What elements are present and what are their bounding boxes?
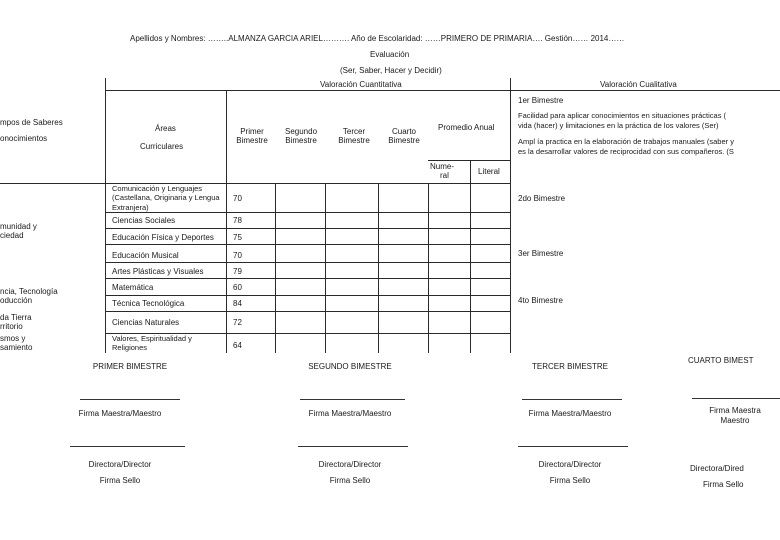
bimestre-4-header: Cuarto Bimestre bbox=[388, 127, 420, 146]
qual-b2-title: 2do Bimestre bbox=[518, 194, 566, 203]
qual-b4-title: 4to Bimestre bbox=[518, 296, 563, 305]
campos-header-1: mpos de Saberes bbox=[0, 118, 63, 127]
evaluation-subtitle: (Ser, Saber, Hacer y Decidir) bbox=[340, 66, 442, 75]
area-name: Ciencias Naturales bbox=[112, 318, 180, 327]
promedio-anual-header: Promedio Anual bbox=[438, 123, 495, 132]
area-name: Educación Musical bbox=[112, 251, 179, 260]
campo-2: ncia, Tecnología oducción bbox=[0, 287, 58, 306]
area-name: Educación Física y Deportes bbox=[112, 233, 214, 242]
student-info-line: Apellidos y Nombres: ……..ALMANZA GARCIA ARIEL………. Año de Escolaridad: ……PRIMERO DE PRIMARIA…. Gestión…… 2014…… bbox=[130, 34, 625, 43]
grade-value: 79 bbox=[233, 267, 242, 276]
grade-value: 84 bbox=[233, 299, 242, 308]
area-name: Técnica Tecnológica bbox=[112, 299, 185, 308]
campo-4: smos y samiento bbox=[0, 334, 33, 353]
bimestre-2-header: Segundo Bimestre bbox=[284, 127, 318, 146]
evaluation-title: Evaluación bbox=[370, 50, 410, 59]
grade-value: 60 bbox=[233, 283, 242, 292]
campos-header-2: onocimientos bbox=[0, 134, 48, 143]
grade-value: 64 bbox=[233, 341, 242, 350]
grade-value: 72 bbox=[233, 318, 242, 327]
qualitative-header: Valoración Cualitativa bbox=[600, 80, 677, 89]
campo-3: da Tierra rritorio bbox=[0, 313, 32, 332]
area-name: Ciencias Sociales bbox=[112, 216, 176, 225]
areas-header-1: Áreas bbox=[155, 124, 176, 133]
bimestre-1-header: Primer Bimestre bbox=[236, 127, 268, 146]
grade-value: 78 bbox=[233, 216, 242, 225]
qual-b1-text: vida (hacer) y limitaciones en la práctica de los valores (Ser) bbox=[518, 121, 719, 130]
numeral-header: Nume- ral bbox=[430, 162, 455, 181]
grade-value: 70 bbox=[233, 251, 242, 260]
qual-b3-title: 3er Bimestre bbox=[518, 249, 564, 258]
literal-header: Literal bbox=[478, 167, 500, 176]
quantitative-header: Valoración Cuantitativa bbox=[320, 80, 402, 89]
area-name: Comunicación y Lenguajes (Castellana, Originaria y Lengua Extranjera) bbox=[112, 184, 220, 212]
grade-value: 75 bbox=[233, 233, 242, 242]
area-name: Valores, Espiritualidad y Religiones bbox=[112, 334, 192, 353]
areas-header-2: Curriculares bbox=[140, 142, 184, 151]
qual-b1-text: es la desarrollar valores de reciprocidad con sus compañeros. (S bbox=[518, 147, 734, 156]
qual-b1-text: Facilidad para aplicar conocimientos en situaciones prácticas ( bbox=[518, 111, 727, 120]
qual-b1-title: 1er Bimestre bbox=[518, 96, 564, 105]
area-name: Matemática bbox=[112, 283, 154, 292]
campo-1: munidad y ciedad bbox=[0, 222, 37, 241]
grade-value: 70 bbox=[233, 194, 242, 203]
area-name: Artes Plásticas y Visuales bbox=[112, 267, 204, 276]
bimestre-3-header: Tercer Bimestre bbox=[338, 127, 370, 146]
qual-b1-text: Ampl ía practica en la elaboración de trabajos manuales (saber y bbox=[518, 137, 734, 146]
